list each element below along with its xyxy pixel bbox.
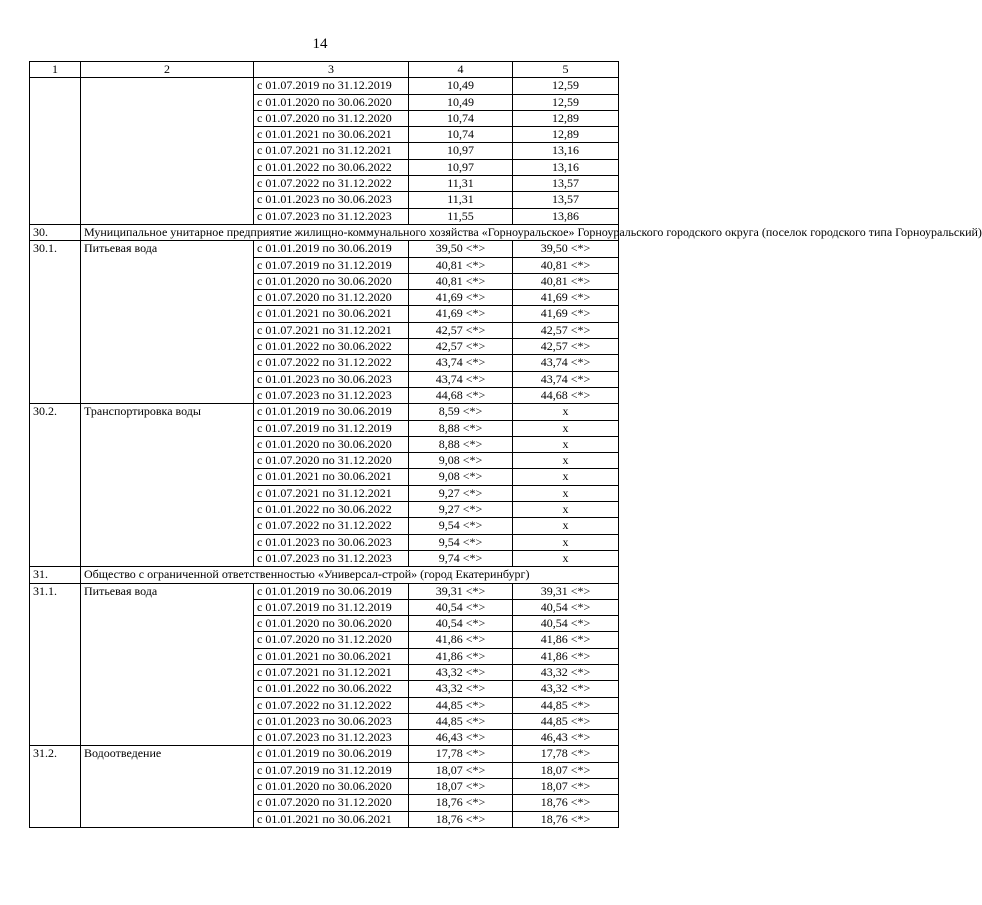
period-cell: с 01.07.2022 по 31.12.2022 [254,176,409,192]
period-cell: с 01.07.2019 по 31.12.2019 [254,762,409,778]
period-cell: с 01.01.2021 по 30.06.2021 [254,648,409,664]
column-header: 5 [513,62,619,78]
value-col4-cell: 43,74 <*> [409,371,513,387]
value-col4-cell: 9,27 <*> [409,502,513,518]
period-cell: с 01.01.2023 по 30.06.2023 [254,534,409,550]
value-col5-cell: 18,07 <*> [513,762,619,778]
organization-title: Муниципальное унитарное предприятие жилищно-коммунального хозяйства «Горноуральское» Горноуральского городского округа (поселок городского типа Горноуральский) [81,224,619,240]
value-col5-cell: 43,74 <*> [513,355,619,371]
tariff-table-body [30,62,982,828]
organization-row [30,567,619,583]
period-cell: с 01.07.2019 по 31.12.2019 [254,420,409,436]
value-col5-cell: 39,50 <*> [513,241,619,257]
service-name: Питьевая вода [81,241,254,404]
period-cell: с 01.07.2019 по 31.12.2019 [254,78,409,94]
period-cell: с 01.01.2020 по 30.06.2020 [254,273,409,289]
row-number: 31.1. [30,583,81,746]
period-cell: с 01.01.2023 по 30.06.2023 [254,192,409,208]
period-cell: с 01.07.2021 по 31.12.2021 [254,322,409,338]
period-cell: с 01.01.2023 по 30.06.2023 [254,371,409,387]
organization-number: 30. [30,224,81,240]
value-col4-cell: 18,07 <*> [409,779,513,795]
value-col4-cell: 10,97 [409,143,513,159]
value-col4-cell: 39,31 <*> [409,583,513,599]
value-col4-cell: 11,31 [409,176,513,192]
value-col4-cell: 43,32 <*> [409,664,513,680]
value-col4-cell: 10,49 [409,94,513,110]
value-col4-cell: 39,50 <*> [409,241,513,257]
value-col4-cell: 44,68 <*> [409,387,513,403]
value-col5-cell: 13,86 [513,208,619,224]
value-col4-cell: 18,76 <*> [409,811,513,827]
value-col5-cell: 13,16 [513,143,619,159]
value-col5-cell: x [513,502,619,518]
period-cell: с 01.07.2023 по 31.12.2023 [254,208,409,224]
value-col5-cell: x [513,453,619,469]
value-col4-cell: 10,74 [409,127,513,143]
value-col4-cell: 9,08 <*> [409,469,513,485]
value-col4-cell: 40,81 <*> [409,257,513,273]
value-col4-cell: 10,49 [409,78,513,94]
period-cell: с 01.01.2021 по 30.06.2021 [254,469,409,485]
value-col4-cell: 41,69 <*> [409,306,513,322]
value-col4-cell: 18,07 <*> [409,762,513,778]
value-col5-cell: 42,57 <*> [513,322,619,338]
value-col5-cell: 18,07 <*> [513,779,619,795]
period-cell: с 01.01.2022 по 30.06.2022 [254,681,409,697]
value-col4-cell: 40,81 <*> [409,273,513,289]
value-col4-cell: 46,43 <*> [409,730,513,746]
period-cell: с 01.01.2022 по 30.06.2022 [254,159,409,175]
value-col4-cell: 8,59 <*> [409,404,513,420]
table-row [30,404,619,420]
value-col4-cell: 43,32 <*> [409,681,513,697]
value-col5-cell: 44,85 <*> [513,713,619,729]
period-cell: с 01.07.2020 по 31.12.2020 [254,290,409,306]
value-col4-cell: 9,54 <*> [409,534,513,550]
value-col4-cell: 44,85 <*> [409,713,513,729]
period-cell: с 01.01.2020 по 30.06.2020 [254,94,409,110]
value-col5-cell: 41,86 <*> [513,632,619,648]
period-cell: с 01.01.2019 по 30.06.2019 [254,241,409,257]
period-cell: с 01.07.2021 по 31.12.2021 [254,664,409,680]
period-cell: с 01.07.2020 по 31.12.2020 [254,632,409,648]
value-col5-cell: 13,16 [513,159,619,175]
period-cell: с 01.07.2023 по 31.12.2023 [254,387,409,403]
period-cell: с 01.01.2020 по 30.06.2020 [254,616,409,632]
period-cell: с 01.07.2022 по 31.12.2022 [254,697,409,713]
period-cell: с 01.07.2022 по 31.12.2022 [254,355,409,371]
value-col5-cell: 42,57 <*> [513,339,619,355]
organization-title: Общество с ограниченной ответственностью «Универсал-строй» (город Екатеринбург) [81,567,619,583]
value-col4-cell: 42,57 <*> [409,322,513,338]
value-col5-cell: x [513,550,619,566]
value-col5-cell: x [513,518,619,534]
period-cell: с 01.07.2023 по 31.12.2023 [254,730,409,746]
value-col5-cell: 13,57 [513,176,619,192]
row-number: 30.2. [30,404,81,567]
value-col4-cell: 8,88 <*> [409,420,513,436]
period-cell: с 01.01.2019 по 30.06.2019 [254,583,409,599]
value-col5-cell: 40,54 <*> [513,616,619,632]
period-cell: с 01.01.2020 по 30.06.2020 [254,779,409,795]
period-cell: с 01.01.2020 по 30.06.2020 [254,436,409,452]
value-col5-cell: x [513,469,619,485]
value-col5-cell: 12,89 [513,127,619,143]
value-col5-cell: x [513,534,619,550]
column-header: 1 [30,62,81,78]
value-col5-cell: 40,81 <*> [513,257,619,273]
service-name: Транспортировка воды [81,404,254,567]
value-col4-cell: 41,86 <*> [409,648,513,664]
value-col5-cell: 43,74 <*> [513,371,619,387]
value-col4-cell: 9,27 <*> [409,485,513,501]
value-col4-cell: 10,97 [409,159,513,175]
period-cell: с 01.07.2019 по 31.12.2019 [254,257,409,273]
value-col4-cell: 42,57 <*> [409,339,513,355]
value-col4-cell: 10,74 [409,110,513,126]
period-cell: с 01.01.2022 по 30.06.2022 [254,339,409,355]
value-col5-cell: 46,43 <*> [513,730,619,746]
period-cell: с 01.07.2020 по 31.12.2020 [254,110,409,126]
period-cell: с 01.07.2020 по 31.12.2020 [254,453,409,469]
row-number: 30.1. [30,241,81,404]
table-row [30,583,619,599]
value-col4-cell: 17,78 <*> [409,746,513,762]
value-col5-cell: 41,86 <*> [513,648,619,664]
table-row [30,746,619,762]
value-col5-cell: 43,32 <*> [513,681,619,697]
table-row [30,241,619,257]
value-col4-cell: 40,54 <*> [409,616,513,632]
period-cell: с 01.01.2023 по 30.06.2023 [254,713,409,729]
value-col4-cell: 44,85 <*> [409,697,513,713]
service-name: Питьевая вода [81,583,254,746]
period-cell: с 01.01.2019 по 30.06.2019 [254,746,409,762]
value-col4-cell: 9,74 <*> [409,550,513,566]
value-col5-cell: 12,59 [513,78,619,94]
period-cell: с 01.01.2019 по 30.06.2019 [254,404,409,420]
value-col4-cell: 9,54 <*> [409,518,513,534]
period-cell: с 01.01.2021 по 30.06.2021 [254,306,409,322]
value-col5-cell: 12,59 [513,94,619,110]
page-number: 14 [312,36,328,52]
value-col5-cell: 40,81 <*> [513,273,619,289]
value-col4-cell: 9,08 <*> [409,453,513,469]
service-name [81,78,254,225]
value-col4-cell: 41,86 <*> [409,632,513,648]
organization-number: 31. [30,567,81,583]
value-col5-cell: 12,89 [513,110,619,126]
value-col4-cell: 11,55 [409,208,513,224]
value-col4-cell: 11,31 [409,192,513,208]
period-cell: с 01.07.2021 по 31.12.2021 [254,143,409,159]
column-header: 4 [409,62,513,78]
value-col5-cell: 39,31 <*> [513,583,619,599]
period-cell: с 01.07.2022 по 31.12.2022 [254,518,409,534]
value-col5-cell: 40,54 <*> [513,599,619,615]
value-col5-cell: 41,69 <*> [513,306,619,322]
row-number: 31.2. [30,746,81,827]
value-col5-cell: x [513,420,619,436]
value-col4-cell: 43,74 <*> [409,355,513,371]
value-col5-cell: 17,78 <*> [513,746,619,762]
value-col5-cell: x [513,436,619,452]
value-col5-cell: 18,76 <*> [513,795,619,811]
tariff-table [29,61,982,828]
row-number [30,78,81,225]
value-col4-cell: 18,76 <*> [409,795,513,811]
organization-row [30,224,619,240]
period-cell: с 01.07.2023 по 31.12.2023 [254,550,409,566]
period-cell: с 01.01.2022 по 30.06.2022 [254,502,409,518]
period-cell: с 01.01.2021 по 30.06.2021 [254,811,409,827]
value-col5-cell: 44,85 <*> [513,697,619,713]
value-col4-cell: 8,88 <*> [409,436,513,452]
value-col5-cell: 43,32 <*> [513,664,619,680]
value-col5-cell: 41,69 <*> [513,290,619,306]
value-col4-cell: 40,54 <*> [409,599,513,615]
value-col5-cell: 44,68 <*> [513,387,619,403]
value-col5-cell: 13,57 [513,192,619,208]
period-cell: с 01.07.2020 по 31.12.2020 [254,795,409,811]
value-col5-cell: x [513,404,619,420]
table-row [30,78,619,94]
period-cell: с 01.01.2021 по 30.06.2021 [254,127,409,143]
service-name: Водоотведение [81,746,254,827]
column-header: 3 [254,62,409,78]
value-col5-cell: 18,76 <*> [513,811,619,827]
period-cell: с 01.07.2019 по 31.12.2019 [254,599,409,615]
period-cell: с 01.07.2021 по 31.12.2021 [254,485,409,501]
table-header-row [30,62,619,78]
value-col4-cell: 41,69 <*> [409,290,513,306]
column-header: 2 [81,62,254,78]
value-col5-cell: x [513,485,619,501]
